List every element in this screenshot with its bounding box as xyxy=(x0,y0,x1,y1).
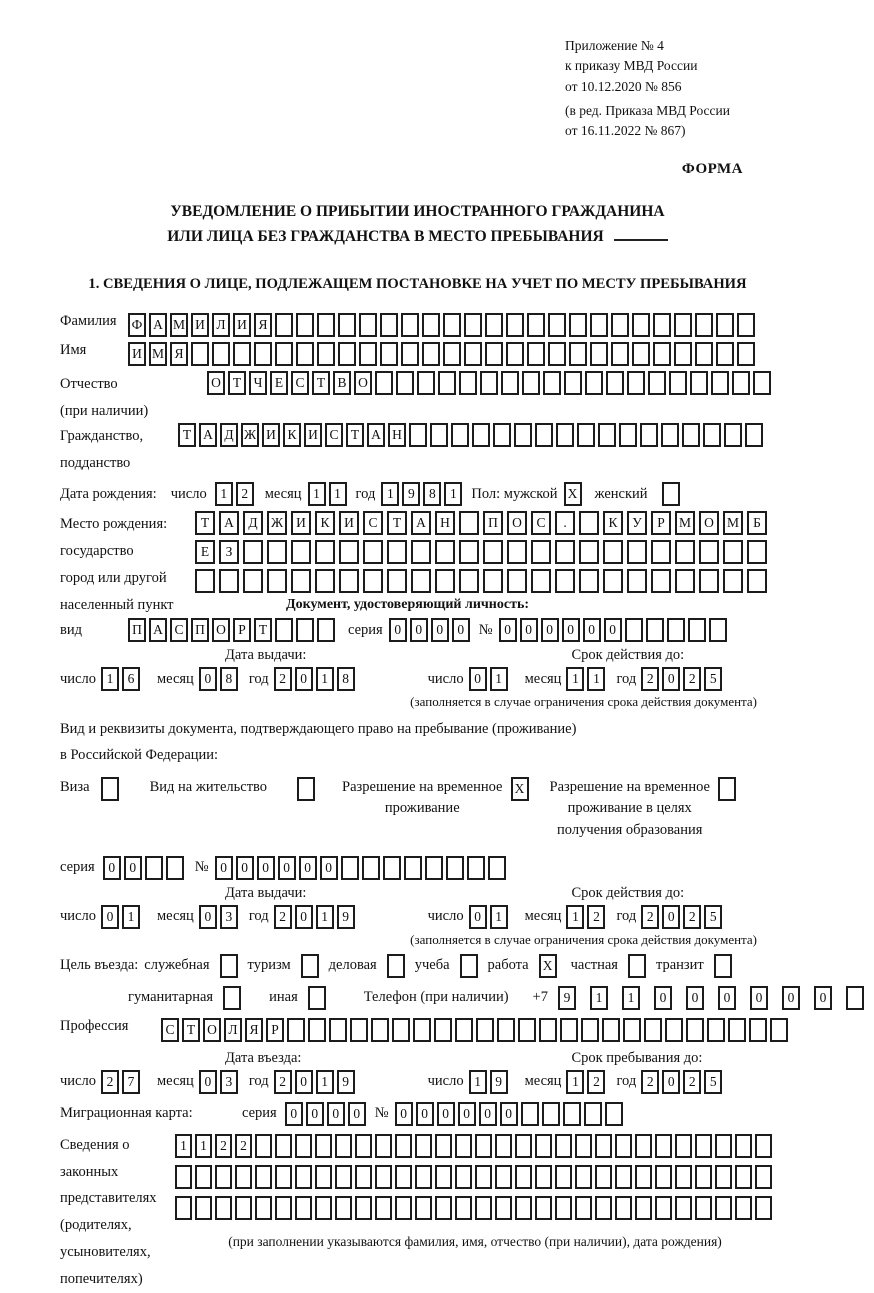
purpose-work-checkbox[interactable]: X xyxy=(535,954,567,978)
residence-permit-label: Вид на жительство xyxy=(149,778,268,795)
title-line1: УВЕДОМЛЕНИЕ О ПРИБЫТИИ ИНОСТРАННОГО ГРАЖДАНИНА xyxy=(170,203,665,221)
purpose-study-label: учеба xyxy=(414,957,450,974)
res-valid-date: число 0 1 месяц 1 2 год 2 0 2 5 xyxy=(428,905,734,929)
section1-heading: 1. СВЕДЕНИЯ О ЛИЦЕ, ПОДЛЕЖАЩЕМ ПОСТАНОВКЕ НА УЧЕТ ПО МЕСТУ ПРЕБЫВАНИЯ xyxy=(88,275,747,292)
month-label: месяц xyxy=(264,485,302,502)
purpose-private-label: частная xyxy=(570,957,618,974)
purpose-business-checkbox[interactable] xyxy=(383,954,415,978)
birth-day-input[interactable]: 1 2 xyxy=(215,482,257,506)
form-word: ФОРМА xyxy=(681,161,743,178)
profession-row xyxy=(60,1018,775,1042)
name-label: Имя xyxy=(60,341,87,358)
res-issue-month-input[interactable]: 0 3 xyxy=(199,905,241,929)
stay-year-input[interactable]: 2 0 2 5 xyxy=(641,1070,725,1094)
res-valid-year-input[interactable]: 2 0 2 5 xyxy=(641,905,725,929)
representatives-note: (при заполнении указываются фамилия, имя, отчество (при наличии), дата рождения) xyxy=(228,1233,722,1249)
residence-permit-checkbox[interactable] xyxy=(289,777,318,801)
doc-issue-header: Дата выдачи: xyxy=(225,647,307,664)
temp-residence-edu-checkbox[interactable] xyxy=(710,777,739,801)
surname-label: Фамилия xyxy=(60,312,117,329)
doc-limit-note: (заполняется в случае ограничения срока действия документа) xyxy=(410,694,757,710)
name-row xyxy=(60,342,775,366)
purpose-label: Цель въезда: xyxy=(60,957,139,974)
purpose-transit-checkbox[interactable] xyxy=(710,954,742,978)
citizenship-row xyxy=(60,423,775,477)
res-issue-day-input[interactable]: 0 1 xyxy=(101,905,143,929)
doc-issue-date: число 1 6 месяц 0 8 год 2 0 1 8 xyxy=(60,667,366,691)
profession-label: Профессия xyxy=(60,1017,129,1034)
temp-residence-label: Разрешение на временное проживание xyxy=(342,778,503,817)
entry-date-headers xyxy=(60,1050,775,1067)
ref-line: от 16.11.2022 № 867) xyxy=(565,123,686,138)
stay-until-header: Срок пребывания до: xyxy=(571,1049,703,1066)
birthplace-line1-input[interactable]: Т А Д Ж И К И С Т А Н П О С . К У Р М О М Б xyxy=(195,511,771,535)
res-valid-day-input[interactable]: 0 1 xyxy=(469,905,511,929)
mig-series-label: серия xyxy=(242,1105,277,1122)
purpose-tourism-label: туризм xyxy=(247,957,291,974)
representatives-label: Сведения о законных представителях (родителях, усыновителях, попечителях) xyxy=(60,1136,157,1287)
purpose-official-checkbox[interactable] xyxy=(216,954,248,978)
res-limit-note: (заполняется в случае ограничения срока действия документа) xyxy=(410,931,757,947)
doc-number-label: № xyxy=(478,621,493,638)
residence-doc-intro: Вид и реквизиты документа, подтверждающего право на пребывание (проживание) в Российской Федерации: xyxy=(60,721,577,764)
representatives-line1-input[interactable]: 1 1 2 2 xyxy=(175,1134,775,1158)
residence-permit-option xyxy=(150,777,318,801)
entry-year-input[interactable]: 2 0 1 9 xyxy=(274,1070,358,1094)
purpose-business-label: деловая xyxy=(328,957,377,974)
temp-residence-checkbox[interactable]: X xyxy=(503,777,532,801)
res-valid-month-input[interactable]: 1 2 xyxy=(566,905,608,929)
doc-dates-row xyxy=(60,667,775,691)
purpose-row xyxy=(60,954,775,978)
order-reference xyxy=(565,36,775,141)
res-issue-date: число 0 1 месяц 0 3 год 2 0 1 9 xyxy=(60,905,366,929)
year-label: год xyxy=(355,485,376,502)
purpose-humanitarian-checkbox[interactable] xyxy=(219,986,251,1010)
phone-input[interactable]: 9 1 1 0 0 0 0 0 0 xyxy=(554,986,874,1010)
patronymic-label: Отчество (при наличии) xyxy=(60,375,149,419)
stay-day-input[interactable]: 1 9 xyxy=(469,1070,511,1094)
purpose-humanitarian-label: гуманитарная xyxy=(128,989,214,1006)
res-series-input[interactable]: 0 0 xyxy=(103,856,187,880)
res-issue-year-input[interactable]: 2 0 1 9 xyxy=(274,905,358,929)
mig-series-input[interactable]: 0 0 0 0 xyxy=(285,1102,369,1126)
doc-issue-month-input[interactable]: 0 8 xyxy=(199,667,241,691)
birth-year-input[interactable]: 1 9 8 1 xyxy=(381,482,465,506)
visa-option xyxy=(60,777,122,801)
res-series-label: серия xyxy=(60,859,95,876)
birthplace-line3-input[interactable] xyxy=(195,569,771,593)
entry-date: число 2 7 месяц 0 3 год 2 0 1 9 xyxy=(60,1070,366,1094)
day-label: число xyxy=(170,485,207,502)
phone-label: Телефон (при наличии) xyxy=(363,989,509,1006)
ref-line: Приложение № 4 xyxy=(565,38,664,53)
surname-row xyxy=(60,313,775,337)
mig-number-label: № xyxy=(374,1105,389,1122)
purpose-transit-label: транзит xyxy=(655,957,704,974)
purpose-other-label: иная xyxy=(269,989,298,1006)
res-valid-header: Срок действия до: xyxy=(571,884,685,901)
temp-residence-option xyxy=(342,777,531,821)
residence-doc-options xyxy=(60,777,775,842)
stay-month-input[interactable]: 1 2 xyxy=(566,1070,608,1094)
res-number-label: № xyxy=(194,859,209,876)
title-line2: ИЛИ ЛИЦА БЕЗ ГРАЖДАНСТВА В МЕСТО ПРЕБЫВАНИЯ xyxy=(60,225,775,250)
entry-date-header: Дата въезда: xyxy=(225,1049,302,1066)
res-dates-row xyxy=(60,905,775,929)
res-date-headers xyxy=(60,885,775,902)
doc-issue-day-input[interactable]: 1 6 xyxy=(101,667,143,691)
migration-card-label: Миграционная карта: xyxy=(60,1105,193,1122)
birthplace-line2-input[interactable]: Е З xyxy=(195,540,771,564)
birthplace-inputs xyxy=(195,511,771,598)
doc-issue-year-input[interactable]: 2 0 1 8 xyxy=(274,667,358,691)
citizenship-input[interactable]: Т А Д Ж И К И С Т А Н xyxy=(178,423,766,447)
doc-series-input[interactable]: 0 0 0 0 xyxy=(389,618,473,642)
entry-dates-row xyxy=(60,1070,775,1094)
id-doc-heading: Документ, удостоверяющий личность: xyxy=(285,597,530,613)
birth-date-row xyxy=(60,482,775,506)
profession-input[interactable]: С Т О Л Я Р xyxy=(161,1018,791,1042)
patronymic-input[interactable]: О Т Ч Е С Т В О xyxy=(207,371,774,395)
doc-kind-input[interactable]: П А С П О Р Т xyxy=(128,618,338,642)
purpose-work-label: работа xyxy=(487,957,529,974)
sex-male-label: Пол: мужской xyxy=(471,485,558,502)
birth-date-label: Дата рождения: xyxy=(60,485,157,502)
sex-female-label: женский xyxy=(594,485,648,502)
mig-number-input[interactable]: 0 0 0 0 0 0 xyxy=(395,1102,626,1126)
patronymic-row xyxy=(60,371,775,425)
visa-checkbox[interactable] xyxy=(93,777,122,801)
doc-valid-year-input[interactable]: 2 0 2 5 xyxy=(641,667,725,691)
res-issue-header: Дата выдачи: xyxy=(225,884,307,901)
doc-valid-month-input[interactable]: 1 1 xyxy=(566,667,608,691)
visa-label: Виза xyxy=(60,778,90,795)
purpose-row2 xyxy=(128,986,827,1010)
res-number-input[interactable]: 0 0 0 0 0 0 xyxy=(215,856,509,880)
migration-card-row xyxy=(60,1102,775,1126)
birth-month-input[interactable]: 1 1 xyxy=(308,482,350,506)
purpose-private-checkbox[interactable] xyxy=(624,954,656,978)
representatives-row xyxy=(60,1132,775,1293)
doc-kind-label: вид xyxy=(60,621,82,638)
representatives-line3-input[interactable] xyxy=(175,1196,775,1220)
name-input[interactable]: И М Я xyxy=(128,342,758,366)
form-title xyxy=(60,200,775,250)
ref-line: к приказу МВД России xyxy=(565,58,698,74)
residence-doc-series-row xyxy=(60,856,775,880)
purpose-official-label: служебная xyxy=(144,957,210,974)
purpose-study-checkbox[interactable] xyxy=(456,954,488,978)
entry-day-input[interactable]: 2 7 xyxy=(101,1070,143,1094)
ref-line: (в ред. Приказа МВД России xyxy=(565,102,730,118)
phone-prefix: +7 xyxy=(532,989,548,1006)
title-blank-underline xyxy=(614,225,668,241)
doc-number-input[interactable]: 0 0 0 0 0 0 xyxy=(499,618,730,642)
sex-female-checkbox[interactable] xyxy=(662,482,683,506)
doc-valid-header: Срок действия до: xyxy=(571,647,685,664)
doc-valid-day-input[interactable]: 0 1 xyxy=(469,667,511,691)
representatives-inputs xyxy=(175,1132,775,1250)
entry-month-input[interactable]: 0 3 xyxy=(199,1070,241,1094)
doc-series-label: серия xyxy=(348,621,383,638)
doc-valid-date: число 0 1 месяц 1 1 год 2 0 2 5 xyxy=(428,667,734,691)
representatives-line2-input[interactable] xyxy=(175,1165,775,1189)
sex-male-checkbox[interactable]: X xyxy=(564,482,585,506)
surname-input[interactable]: Ф А М И Л И Я xyxy=(128,313,758,337)
citizenship-label: Гражданство, подданство xyxy=(60,428,144,472)
temp-residence-edu-option xyxy=(550,777,739,842)
purpose-tourism-checkbox[interactable] xyxy=(297,954,329,978)
doc-date-headers xyxy=(60,647,775,664)
stay-until-date: число 1 9 месяц 1 2 год 2 0 2 5 xyxy=(428,1070,734,1094)
ref-line: от 10.12.2020 № 856 xyxy=(565,78,682,94)
purpose-other-checkbox[interactable] xyxy=(304,986,336,1010)
id-doc-row xyxy=(60,618,775,642)
birthplace-label: Место рождения: государство город или другой населенный пункт xyxy=(60,516,174,613)
temp-residence-edu-label: Разрешение на временное проживание в целях получения образования xyxy=(549,778,710,839)
